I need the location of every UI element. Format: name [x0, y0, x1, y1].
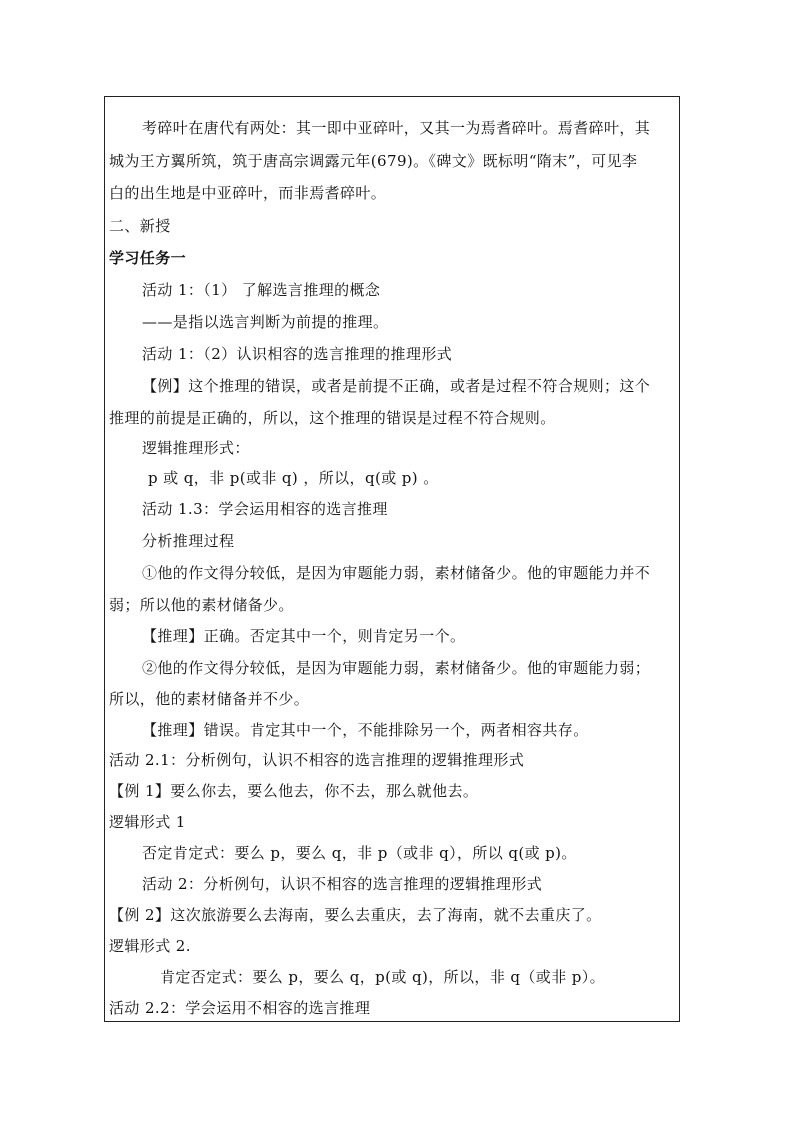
reasoning-line: 【推理】错误。肯定其中一个，不能排除另一个，两者相容共存。 — [142, 721, 589, 739]
task-heading: 学习任务一 — [109, 249, 187, 267]
example-line: 弱；所以他的素材储备少。 — [109, 596, 294, 614]
activity-line: 活动 1：（2）认识相容的选言推理的推理形式 — [142, 345, 453, 363]
form-formula: p 或 q，非 p(或非 q) ，所以，q(或 p) 。 — [148, 469, 439, 487]
example-line: 所以，他的素材储备并不少。 — [109, 690, 310, 708]
example-line: ①他的作文得分较低，是因为审题能力弱，素材储备少。他的审题能力并不 — [142, 564, 651, 582]
example-line: 【例 1】要么你去，要么他去，你不去，那么就他去。 — [109, 782, 479, 800]
activity-line: 活动 1：（1） 了解选言推理的概念 — [142, 281, 381, 299]
form-formula: 肯定否定式：要么 p，要么 q，p(或 q)，所以，非 q（或非 p）。 — [160, 968, 606, 986]
activity-line: 活动 2.2：学会运用不相容的选言推理 — [109, 999, 371, 1017]
activity-line: 活动 2：分析例句，认识不相容的选言推理的逻辑推理形式 — [142, 875, 543, 893]
example-line: ②他的作文得分较低，是因为审题能力弱，素材储备少。他的审题能力弱； — [142, 659, 651, 677]
section-heading: 二、新授 — [109, 217, 171, 235]
form-formula: 否定肯定式：要么 p，要么 q，非 p（或非 q），所以 q(或 p)。 — [142, 844, 577, 862]
activity-line: 活动 2.1：分析例句，认识不相容的选言推理的逻辑推理形式 — [109, 751, 525, 769]
form-heading: 逻辑推理形式： — [142, 439, 250, 457]
form-heading: 逻辑形式 1 — [109, 813, 186, 831]
paragraph-line: 白的出生地是中亚碎叶，而非焉耆碎叶。 — [109, 184, 387, 202]
example-line: 【例】这个推理的错误，或者是前提不正确，或者是过程不符合规则；这个 — [142, 377, 651, 395]
subheading-line: 分析推理过程 — [142, 532, 235, 550]
paragraph-line: 考碎叶在唐代有两处：其一即中亚碎叶，又其一为焉耆碎叶。焉耆碎叶，其 — [142, 119, 651, 137]
form-heading: 逻辑形式 2. — [109, 937, 191, 955]
example-line: 【例 2】这次旅游要么去海南，要么去重庆，去了海南，就不去重庆了。 — [109, 906, 602, 924]
example-line: 推理的前提是正确的，所以，这个推理的错误是过程不符合规则。 — [109, 409, 556, 427]
activity-line: 活动 1.3：学会运用相容的选言推理 — [142, 500, 388, 518]
reasoning-line: 【推理】正确。否定其中一个，则肯定另一个。 — [142, 627, 466, 645]
paragraph-line: 城为王方翼所筑，筑于唐高宗调露元年(679)。《碑文》既标明“隋末”，可见李 — [109, 152, 638, 170]
definition-line: ——是指以选言判断为前提的推理。 — [142, 313, 389, 331]
